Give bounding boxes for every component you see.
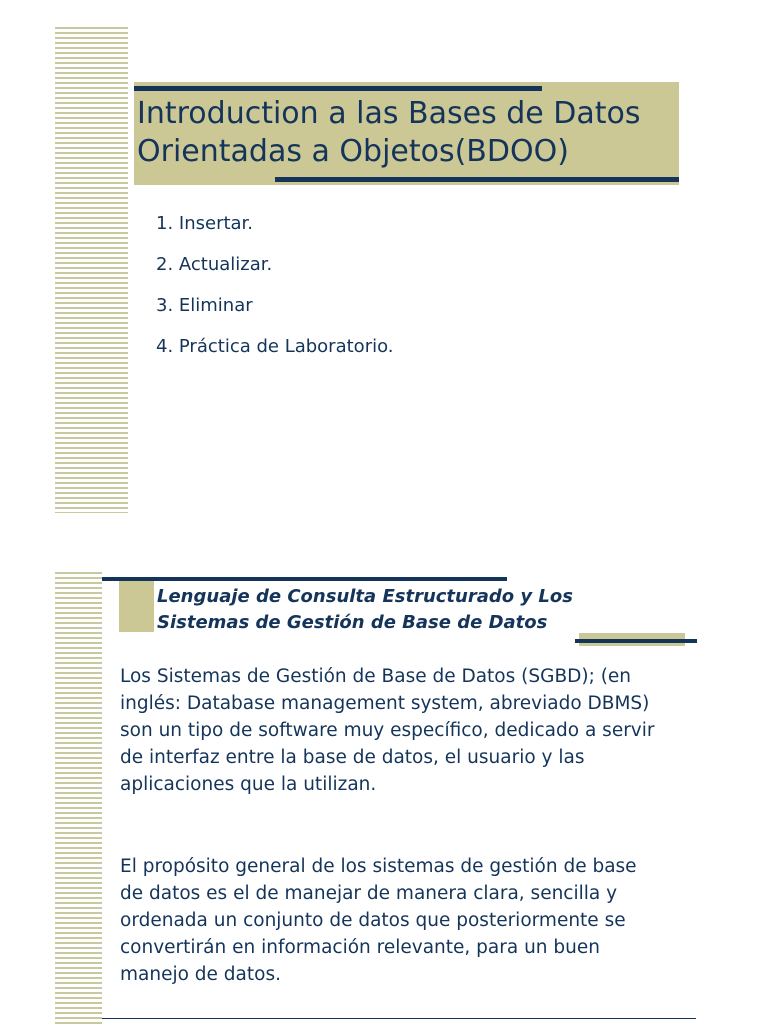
slide-title-line-2: Orientadas a Objetos(BDOO) [137,134,569,169]
section-heading [157,584,627,636]
slide-title-line-1: Introduction a las Bases de Datos [137,96,641,131]
heading-accent-block [119,581,154,632]
footer-rule [102,1018,696,1019]
slide-title [137,95,677,171]
section-heading-line-2: Sistemas de Gestión de Base de Datos [157,612,548,633]
topic-list [156,206,394,370]
paragraph-sgbd-definition: Los Sistemas de Gestión de Base de Datos (SGBD); (en inglés: Database management system, abreviado DBMS) son un tipo de software muy específico, dedicado a servir de interfaz entre la base de datos, el usuario y las aplicaciones que la utilizan. [120,666,655,795]
paragraph-sgbd-purpose: El propósito general de los sistemas de gestión de base de datos es el de manejar de manera clara, sencilla y ordenada un conjunto de datos que posteriormente se convertirán en información relevante, para un buen manejo de datos. [120,856,637,985]
heading-top-bar [102,577,507,581]
title-top-bar [134,86,542,91]
heading-bottom-bar [575,639,697,643]
title-bottom-bar [275,177,679,182]
list-item: 2. Actualizar. [156,254,273,275]
list-item: 4. Práctica de Laboratorio. [156,336,394,357]
decorative-stripes-bottom [55,572,102,1024]
list-item: 1. Insertar. [156,213,254,234]
decorative-stripes-top [55,27,128,513]
section-heading-line-1: Lenguaje de Consulta Estructurado y Los [157,586,573,607]
list-item: 3. Eliminar [156,295,253,316]
